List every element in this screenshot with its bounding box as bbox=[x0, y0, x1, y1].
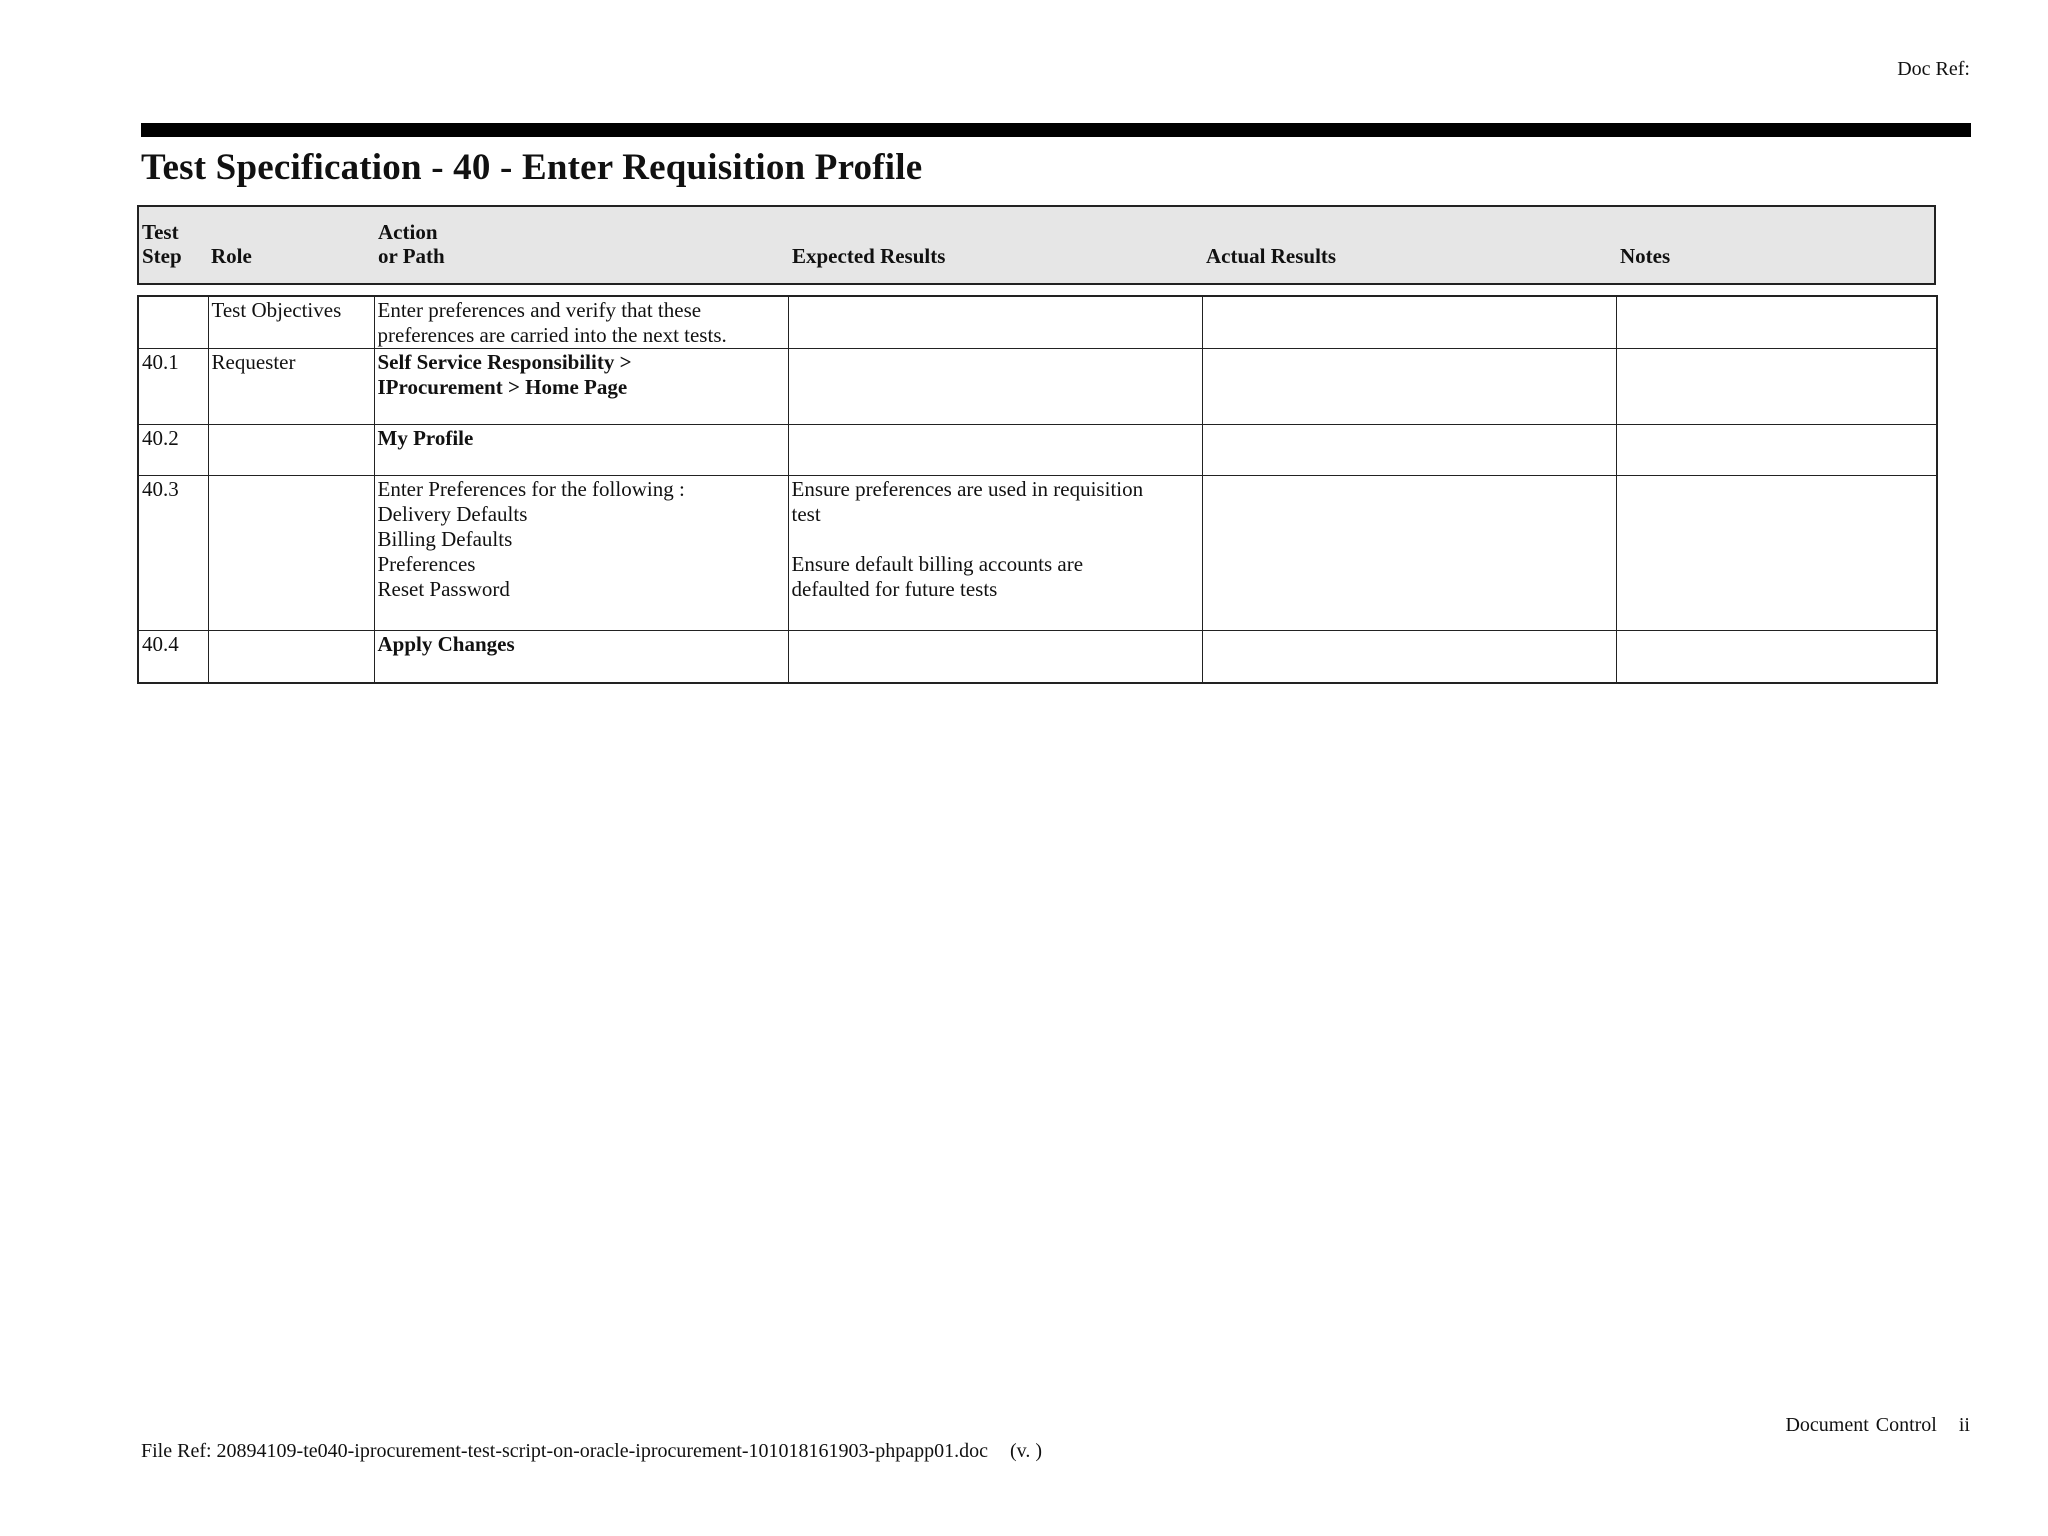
col-header-role: Role bbox=[211, 244, 252, 268]
cell-action bbox=[374, 425, 788, 476]
cell-action-line: Delivery Defaults bbox=[377, 502, 528, 526]
cell-action-line: preferences are carried into the next tests. bbox=[377, 323, 727, 347]
cell-action-line: IProcurement > Home Page bbox=[377, 375, 628, 399]
cell-notes bbox=[1616, 296, 1937, 349]
col-header-action: Action or Path bbox=[378, 220, 445, 268]
cell-notes bbox=[1616, 349, 1937, 425]
cell-test-step: 40.4 bbox=[138, 631, 208, 683]
col-header-actual-results: Actual Results bbox=[1206, 244, 1337, 268]
file-ref-name: File Ref: 20894109-te040-iprocurement-test-script-on-oracle-iprocurement-101018161903-phpapp01.doc bbox=[141, 1440, 988, 1462]
cell-action bbox=[374, 476, 788, 631]
cell-expected-results-line: test bbox=[791, 502, 821, 526]
cell-test-step: 40.1 bbox=[138, 349, 208, 425]
cell-test-step: 40.3 bbox=[138, 476, 208, 631]
table-row bbox=[138, 425, 1937, 476]
cell-role bbox=[208, 425, 374, 476]
page-title: Test Specification - 40 - Enter Requisition Profile bbox=[141, 147, 923, 188]
table-row bbox=[138, 476, 1937, 631]
top-rule bbox=[141, 123, 1971, 137]
cell-test-step: 40.2 bbox=[138, 425, 208, 476]
table-body bbox=[138, 296, 1937, 683]
cell-actual-results bbox=[1202, 349, 1616, 425]
test-steps-table bbox=[137, 295, 1938, 684]
cell-expected-results bbox=[788, 631, 1202, 683]
cell-action bbox=[374, 631, 788, 683]
cell-action-line: Billing Defaults bbox=[377, 527, 513, 551]
cell-action-line: Reset Password bbox=[377, 577, 510, 601]
table-row bbox=[138, 296, 1937, 349]
cell-role bbox=[208, 476, 374, 631]
cell-expected-results bbox=[788, 425, 1202, 476]
cell-actual-results bbox=[1202, 296, 1616, 349]
cell-notes bbox=[1616, 631, 1937, 683]
col-header-notes: Notes bbox=[1620, 244, 1671, 268]
cell-expected-results-line bbox=[792, 527, 1199, 552]
cell-action bbox=[374, 349, 788, 425]
file-ref bbox=[141, 1440, 1042, 1463]
cell-expected-results-line: Ensure default billing accounts are bbox=[791, 552, 1084, 576]
cell-action-line: Enter preferences and verify that these bbox=[377, 298, 702, 322]
col-header-test-step: Test Step bbox=[142, 220, 182, 268]
table-header bbox=[137, 205, 1936, 285]
cell-role: Requester bbox=[208, 349, 374, 425]
cell-action-line: My Profile bbox=[377, 426, 474, 450]
cell-expected-results bbox=[788, 476, 1202, 631]
cell-notes bbox=[1616, 476, 1937, 631]
cell-action-line: Apply Changes bbox=[377, 632, 515, 656]
file-version: (v. ) bbox=[1009, 1440, 1043, 1462]
col-header-expected-results: Expected Results bbox=[792, 244, 946, 268]
cell-test-step bbox=[138, 296, 208, 349]
cell-action bbox=[374, 296, 788, 349]
cell-action-line: Preferences bbox=[377, 552, 476, 576]
cell-action-line: Self Service Responsibility > bbox=[377, 350, 632, 374]
cell-expected-results-line: defaulted for future tests bbox=[791, 577, 998, 601]
cell-action-line: Enter Preferences for the following : bbox=[377, 477, 685, 501]
cell-role: Test Objectives bbox=[208, 296, 374, 349]
footer-section-name: Document Control bbox=[1785, 1414, 1937, 1436]
cell-role bbox=[208, 631, 374, 683]
footer-section bbox=[1785, 1414, 1970, 1437]
cell-actual-results bbox=[1202, 425, 1616, 476]
cell-notes bbox=[1616, 425, 1937, 476]
cell-expected-results bbox=[788, 349, 1202, 425]
doc-ref: Doc Ref: bbox=[1897, 58, 1970, 80]
cell-actual-results bbox=[1202, 476, 1616, 631]
table-row bbox=[138, 349, 1937, 425]
cell-expected-results bbox=[788, 296, 1202, 349]
cell-expected-results-line: Ensure preferences are used in requisition bbox=[791, 477, 1144, 501]
page-number: ii bbox=[1958, 1414, 1970, 1436]
table-row bbox=[138, 631, 1937, 683]
cell-actual-results bbox=[1202, 631, 1616, 683]
